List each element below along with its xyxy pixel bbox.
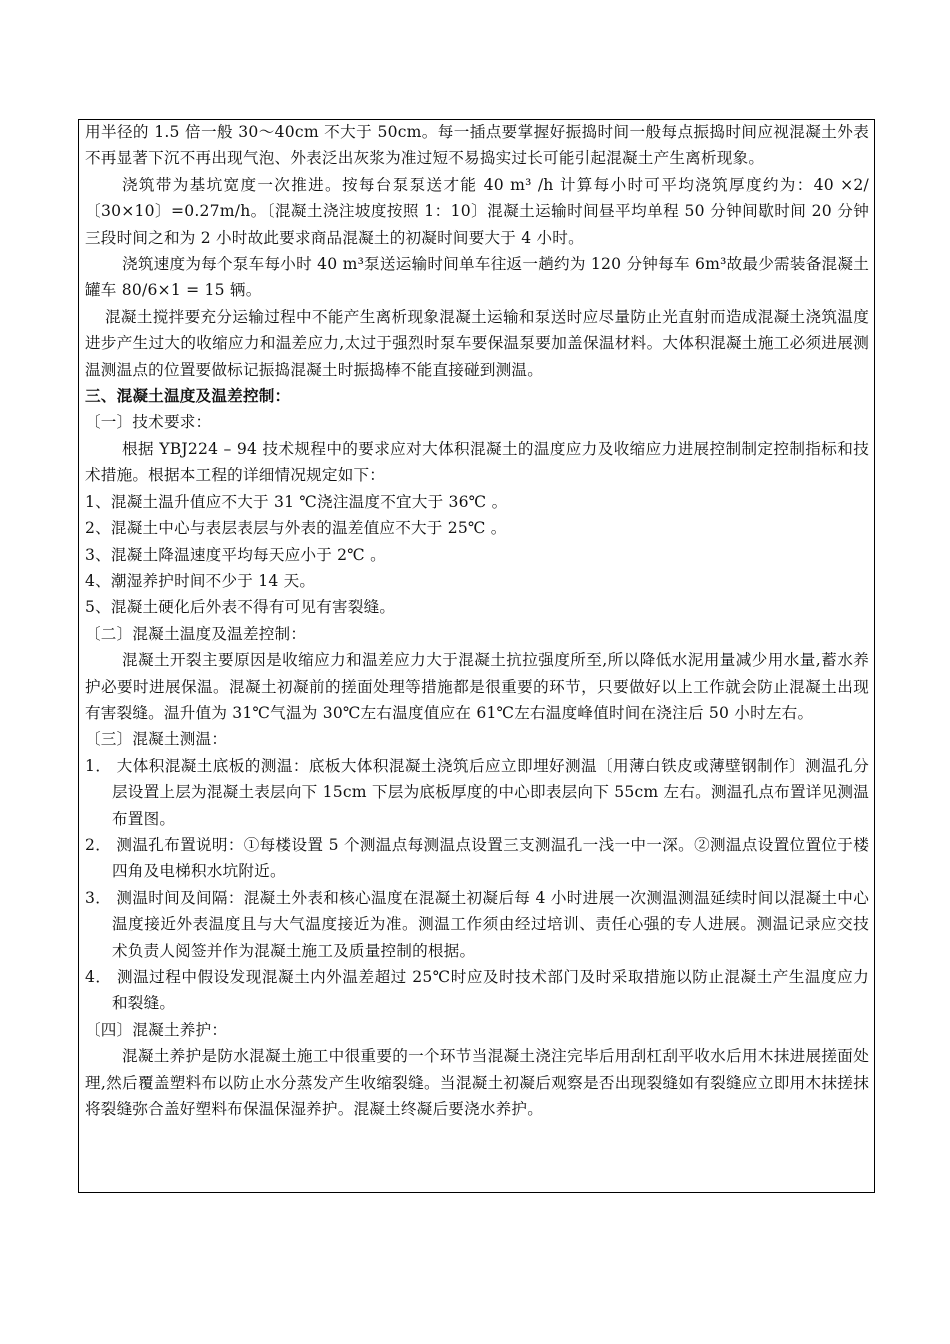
section-heading: 三、混凝土温度及温差控制： — [85, 386, 291, 406]
numbered-item: 3． 测温时间及间隔：混凝土外表和核心温度在混凝土初凝后每 4 小时进展一次测温测温延续时间以混凝土中心温度接近外表温度且与大气温度接近为准。测温工作须由经过培训、责任心强的专人进展。测温记录应交技术负责人阅签并作为混凝土施工及质量控制的根据。 — [85, 888, 869, 960]
subsection-heading: 〔二〕混凝土温度及温差控制： — [85, 624, 307, 643]
list-item: 2、混凝土中心与表层表层与外表的温差值应不大于 25℃ 。 — [85, 519, 507, 538]
list-item: 3、混凝土降温速度平均每天应小于 2℃ 。 — [85, 545, 386, 564]
numbered-item: 1． 大体积混凝土底板的测温：底板大体积混凝土浇筑后应立即埋好测温〔用薄白铁皮或薄壁钢制作〕测温孔分层设置上层为混凝土表层向下 15cm 下层为底板厚度的中心即表层向下 55cm 左右。测温孔点布置详见测温布置图。 — [85, 756, 869, 828]
list-item: 4、潮湿养护时间不少于 14 天。 — [85, 571, 316, 590]
numbered-item: 4． 测温过程中假设发现混凝土内外温差超过 25℃时应及时技术部门及时采取措施以防止混凝土产生温度应力和裂缝。 — [85, 968, 869, 1013]
paragraph: 用半径的 1.5 倍一般 30～40cm 不大于 50cm。每一插点要掌握好振捣时间一般每点振捣时间应视混凝土外表不再显著下沉不再出现气泡、外表泛出灰浆为准过短不易捣实过长可能引起混凝土产生离析现象。 — [85, 123, 869, 168]
subsection-heading: 〔一〕技术要求： — [85, 413, 212, 432]
paragraph: 混凝土养护是防水混凝土施工中很重要的一个环节当混凝土浇注完毕后用刮杠刮平收水后用木抹进展搓面处理,然后覆盖塑料布以防止水分蒸发产生收缩裂缝。当混凝土初凝后观察是否出现裂缝如有裂缝应立即用木抹搓抹将裂缝弥合盖好塑料布保温保湿养护。混凝土终凝后要浇水养护。 — [85, 1047, 869, 1119]
paragraph: 混凝土开裂主要原因是收缩应力和温差应力大于混凝土抗拉强度所至,所以降低水泥用量减少用水量,蓄水养护必要时进展保温。混凝土初凝前的搓面处理等措施都是很重要的环节，只要做好以上工作就会防止混凝土出现有害裂缝。温升值为 31℃气温为 30℃左右温度值应在 61℃左右温度峰值时间在浇注后 50 小时左右。 — [85, 651, 869, 722]
subsection-heading: 〔四〕混凝土养护： — [85, 1020, 228, 1039]
paragraph: 浇筑速度为每个泵车每小时 40 m³泵送运输时间单车往返一趟约为 120 分钟每车 6m³故最少需装备混凝土罐车 80/6×1 = 15 辆。 — [85, 255, 869, 300]
paragraph: 根据 YBJ224 – 94 技术规程中的要求应对大体积混凝土的温度应力及收缩应力进展控制制定控制指标和技术措施。根据本工程的详细情况规定如下： — [85, 439, 869, 485]
numbered-item: 2． 测温孔布置说明：①每楼设置 5 个测温点每测温点设置三支测温孔一浅一中一深。②测温点设置位置位于楼四角及电梯积水坑附近。 — [85, 835, 869, 881]
document-body — [85, 119, 869, 1122]
paragraph: 混凝土搅拌要充分运输过程中不能产生离析现象混凝土运输和泵送时应尽量防止光直射而造成混凝土浇筑温度进步产生过大的收缩应力和温差应力,太过于强烈时泵车要保温泵要加盖保温材料。大体积混凝土施工必须进展测温测温点的位置要做标记振捣混凝土时振捣棒不能直接碰到测温。 — [85, 307, 869, 379]
paragraph: 浇筑带为基坑宽度一次推进。按每台泵泵送才能 40 m³ /h 计算每小时可平均浇筑厚度约为：40 ×2/〔30×10〕=0.27m/h。〔混凝土浇注坡度按照 1：10〕混凝土运输时间昼平均单程 50 分钟间歇时间 20 分钟三段时间之和为 2 小时故此要求商品混凝土的初凝时间要大于 4 小时。 — [85, 175, 869, 247]
list-item: 5、混凝土硬化后外表不得有可见有害裂缝。 — [85, 598, 396, 617]
subsection-heading: 〔三〕混凝土测温： — [85, 730, 228, 749]
list-item: 1、混凝土温升值应不大于 31 ℃浇注温度不宜大于 36℃ 。 — [85, 492, 508, 511]
